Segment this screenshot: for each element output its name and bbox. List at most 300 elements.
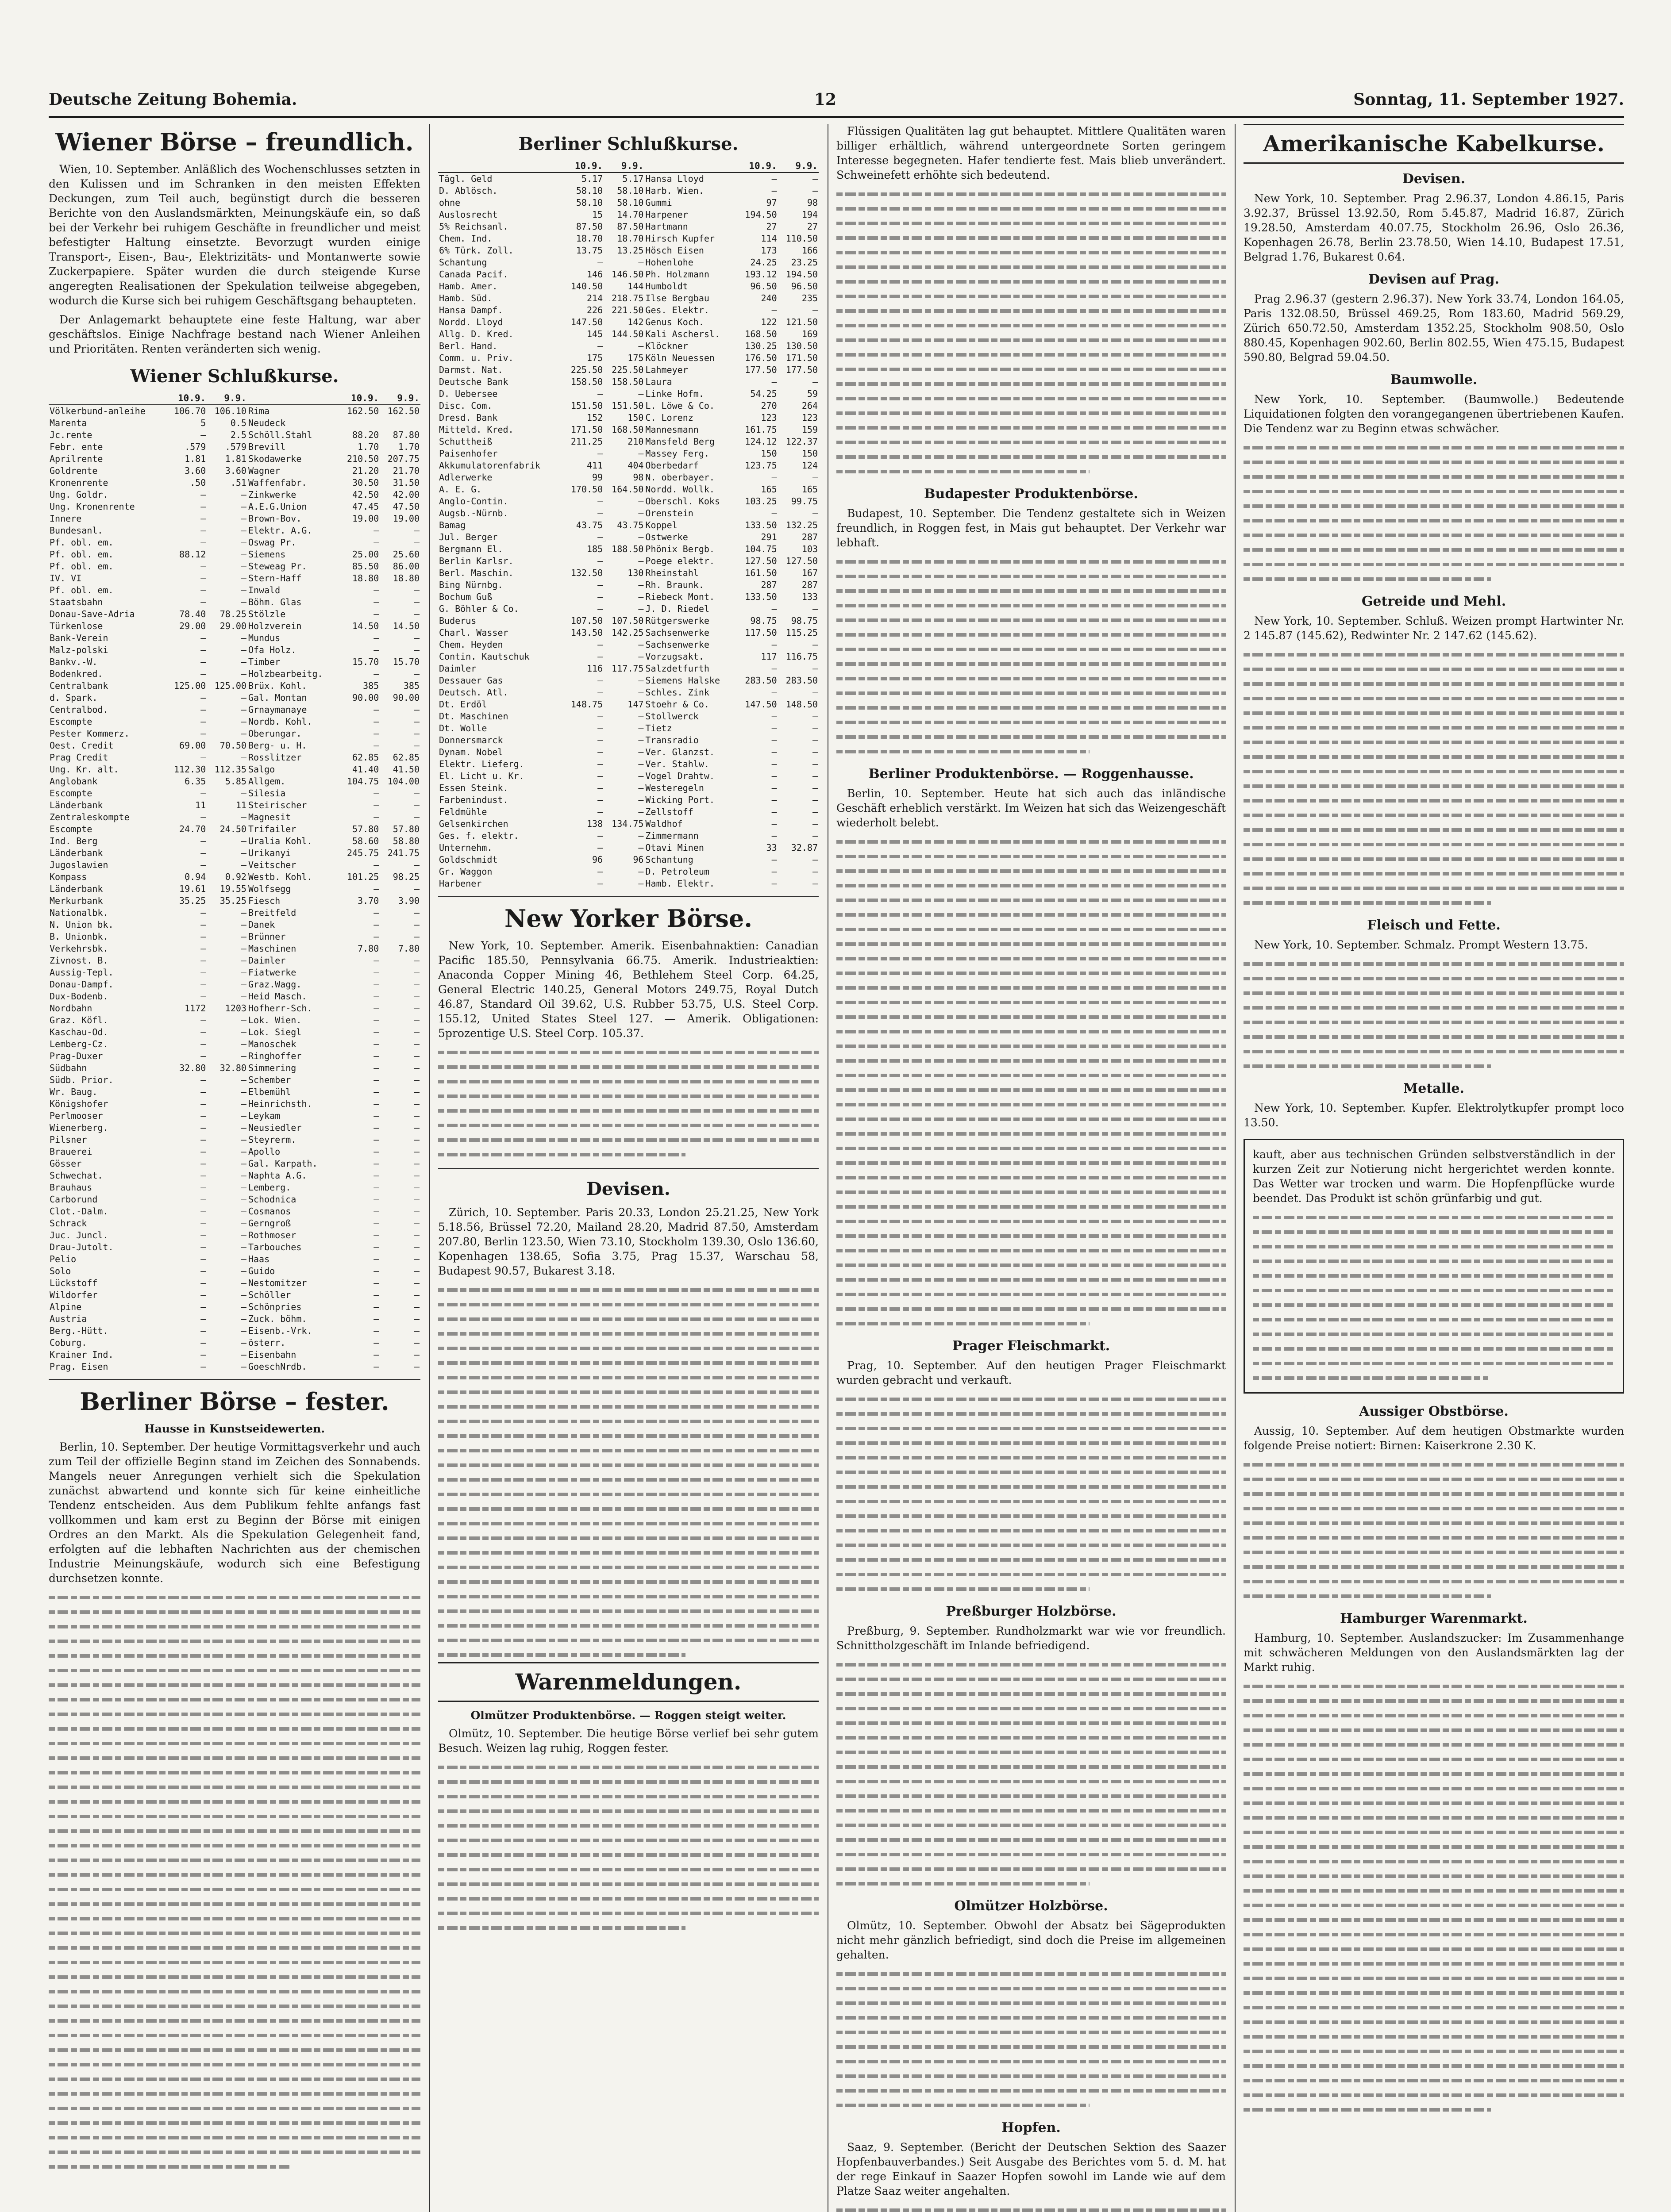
- table-cell: —: [812, 173, 818, 184]
- text-line: [1253, 1239, 1615, 1254]
- table-cell: —: [373, 1278, 379, 1288]
- table-cell: —: [812, 783, 818, 793]
- text-line: [836, 274, 1226, 289]
- meat-fats-title: Fleisch und Fette.: [1367, 918, 1501, 933]
- table-cell: —: [414, 645, 420, 655]
- table-cell: 125.00: [174, 680, 206, 691]
- table-cell: 122.37: [785, 436, 818, 447]
- text-line: [1244, 1927, 1624, 1942]
- table-cell: Mundus: [248, 633, 281, 643]
- table-cell: 1.70: [398, 442, 420, 452]
- table-row: [438, 292, 819, 304]
- table-cell: Austria: [50, 1313, 87, 1324]
- text-line: [49, 1911, 420, 1926]
- table-row: [49, 943, 420, 955]
- text-line: [1244, 1883, 1624, 1898]
- table-cell: —: [812, 376, 818, 387]
- table-cell: —: [241, 1182, 246, 1193]
- table-cell: Bodenkred.: [50, 668, 103, 679]
- table-cell: Wildorfer: [50, 1290, 98, 1300]
- table-cell: Rosslitzer: [248, 752, 302, 763]
- table-cell: —: [414, 1170, 420, 1181]
- table-cell: 159: [801, 424, 818, 435]
- table-cell: Manoschek: [248, 1039, 296, 1049]
- table-cell: 211.25: [570, 436, 603, 447]
- table-cell: Cosmanos: [248, 1206, 291, 1217]
- table-cell: —: [241, 728, 246, 739]
- page-number: 12: [814, 90, 836, 109]
- text-line: [1244, 1472, 1624, 1486]
- text-line: [836, 2054, 1226, 2069]
- text-line: [836, 1803, 1226, 1818]
- table-cell: 59: [807, 388, 818, 399]
- table-cell: —: [812, 735, 818, 745]
- table-cell: Pf. obl. em.: [50, 549, 114, 560]
- table-cell: 47.50: [393, 501, 420, 512]
- text-line: [438, 1877, 819, 1891]
- table-cell: —: [373, 1182, 379, 1193]
- table-row: [49, 477, 420, 489]
- table-cell: 121.50: [785, 317, 818, 327]
- table-cell: —: [241, 561, 246, 572]
- table-cell: 107.50: [570, 615, 603, 626]
- table-cell: 19.55: [219, 883, 246, 894]
- table-cell: Nationalbk.: [50, 907, 108, 918]
- table-cell: 385: [363, 680, 379, 691]
- text-line: [836, 1126, 1226, 1141]
- text-line: [1244, 764, 1624, 779]
- table-cell: Brauhaus: [50, 1182, 92, 1193]
- table-cell: Tietz: [645, 723, 672, 733]
- table-cell: 130.25: [745, 341, 777, 351]
- text-line: [836, 2098, 1226, 2112]
- table-cell: Wienerberg.: [50, 1122, 108, 1133]
- table-cell: Verkehrsbk.: [50, 943, 108, 954]
- table-cell: —: [771, 735, 777, 745]
- table-cell: 170.50: [570, 484, 603, 495]
- table-cell: 3.60: [225, 465, 246, 476]
- table-cell: —: [414, 1313, 420, 1324]
- table-cell: Steweag Pr.: [248, 561, 307, 572]
- table-cell: —: [414, 1278, 420, 1288]
- table-cell: 240: [761, 293, 777, 303]
- table-cell: —: [597, 341, 603, 351]
- text-line: [836, 1010, 1226, 1024]
- table-row: [49, 1325, 420, 1337]
- text-line: [49, 1867, 420, 1882]
- text-line: [1244, 484, 1624, 499]
- table-cell: 142: [628, 317, 644, 327]
- table-cell: 177.50: [785, 365, 818, 375]
- table-cell: Canada Pacif.: [439, 269, 508, 280]
- table-cell: —: [200, 1087, 206, 1097]
- table-row: [49, 1217, 420, 1229]
- table-cell: 24.25: [750, 257, 777, 268]
- table-cell: 57.80: [393, 824, 420, 834]
- text-line: [1244, 2029, 1624, 2044]
- column-american: [1244, 124, 1624, 2212]
- text-line: [49, 1897, 420, 1911]
- text-line: [836, 1436, 1226, 1450]
- text-line: [438, 1847, 819, 1862]
- table-cell: 173: [761, 245, 777, 256]
- text-line: [49, 1707, 420, 1721]
- table-cell: 25.60: [393, 549, 420, 560]
- table-cell: —: [771, 783, 777, 793]
- text-line: [836, 1272, 1226, 1287]
- foreign-exchange-report: Zürich, 10. September. Paris 20.33, London 25.21.25, New York 5.18.56, Brüssel 72.20, Mailand 28.20, Madrid 87.50, Amsterdam 207.80, Berlin 123.50, Wien 73.10, Stockholm 139.30, Oslo 136.60, Kopenhagen 138.65, Sofia 3.75, Prag 15.37, Warschau 58, Budapest 90.57, Bukarest 3.18.: [438, 1206, 819, 1277]
- table-row: [49, 584, 420, 596]
- table-cell: —: [373, 1134, 379, 1145]
- text-line: [49, 1721, 420, 1736]
- table-cell: Hansa Dampf.: [439, 305, 503, 315]
- table-cell: Kali Aschersl.: [645, 329, 720, 339]
- text-line: [438, 1443, 819, 1458]
- table-cell: 218.75: [612, 293, 644, 303]
- table-cell: —: [597, 771, 603, 781]
- text-line: [836, 1170, 1226, 1185]
- text-line: [438, 1760, 819, 1774]
- table-cell: Phönix Bergb.: [645, 544, 715, 554]
- table-row: [49, 895, 420, 907]
- text-line: [438, 1118, 819, 1133]
- table-row: [49, 1110, 420, 1122]
- text-line: [836, 303, 1226, 318]
- table-row: [438, 269, 819, 280]
- table-cell: —: [771, 806, 777, 817]
- table-cell: Steyrerm.: [248, 1134, 296, 1145]
- text-line: [836, 2039, 1226, 2054]
- table-cell: Darmst. Nat.: [439, 365, 503, 375]
- table-cell: Ges. f. elektr.: [439, 830, 519, 841]
- table-cell: —: [200, 1325, 206, 1336]
- text-line: [836, 449, 1226, 464]
- table-cell: Ind. Berg: [50, 836, 98, 846]
- table-cell: 117: [761, 651, 777, 662]
- table-cell: —: [200, 657, 206, 667]
- table-cell: Gummi: [645, 197, 672, 208]
- table-cell: —: [414, 979, 420, 990]
- table-cell: —: [597, 603, 603, 614]
- table-cell: Siemens: [248, 549, 286, 560]
- text-line: [836, 1701, 1226, 1716]
- table-cell: —: [241, 537, 246, 548]
- text-line: [836, 1199, 1226, 1214]
- table-row: [438, 257, 819, 269]
- table-cell: Naphta A.G.: [248, 1170, 307, 1181]
- table-row: [438, 233, 819, 245]
- table-cell: —: [414, 1266, 420, 1276]
- table-cell: 58.10: [617, 185, 644, 196]
- table-cell: 32.80: [179, 1063, 206, 1073]
- table-cell: 6.35: [185, 776, 206, 787]
- table-cell: Deutsche Bank: [439, 376, 508, 387]
- table-cell: Lok. Wien.: [248, 1015, 302, 1025]
- table-cell: Fiatwerke: [248, 967, 296, 978]
- text-line: [438, 1804, 819, 1818]
- table-cell: 41.40: [352, 764, 379, 775]
- table-cell: Ringhoffer: [248, 1051, 302, 1061]
- table-row: [438, 197, 819, 209]
- table-cell: Farbenindust.: [439, 795, 508, 805]
- table-cell: —: [241, 1313, 246, 1324]
- hamburg-goods-report: Hamburg, 10. September. Auslandszucker: Im Zusammenhange mit schwächeren Meldungen von den Auslandsmärkten lag der Markt ruhig.: [1244, 1632, 1624, 1674]
- table-cell: —: [241, 1039, 246, 1049]
- text-line: [1244, 2044, 1624, 2058]
- table-cell: Poege elektr.: [645, 556, 715, 566]
- table-cell: 287: [801, 580, 818, 590]
- table-cell: Schuttheiß: [439, 436, 493, 447]
- table-cell: Nordb. Kohl.: [248, 716, 312, 727]
- table-cell: —: [414, 1361, 420, 1372]
- column-markets: [836, 124, 1226, 2212]
- table-cell: —: [373, 931, 379, 942]
- text-line: [836, 1112, 1226, 1126]
- commodity-news-title: Warenmeldungen.: [438, 1662, 819, 1702]
- table-cell: Mitteld. Kred.: [439, 424, 514, 435]
- table-cell: Ges. Elektr.: [645, 305, 709, 315]
- text-line: [836, 260, 1226, 274]
- table-cell: —: [373, 1325, 379, 1336]
- text-line: [836, 1745, 1226, 1759]
- table-cell: —: [241, 489, 246, 500]
- table-cell: —: [241, 1266, 246, 1276]
- table-cell: 101.25: [347, 872, 379, 882]
- table-cell: —: [414, 1075, 420, 1085]
- text-line: [836, 951, 1226, 966]
- table-cell: Hösch Eisen: [645, 245, 704, 256]
- prague-meat-title: Prager Fleischmarkt.: [952, 1338, 1110, 1354]
- table-cell: —: [373, 1230, 379, 1240]
- table-cell: Graz.Wagg.: [248, 979, 302, 990]
- table-row: [49, 1170, 420, 1182]
- table-cell: —: [241, 633, 246, 643]
- table-row: [49, 489, 420, 501]
- table-row: [49, 1062, 420, 1074]
- table-cell: Rütgerswerke: [645, 615, 709, 626]
- text-line: [1244, 866, 1624, 881]
- table-cell: —: [200, 1027, 206, 1037]
- table-cell: —: [771, 854, 777, 865]
- divider: [49, 1379, 420, 1380]
- table-cell: L. Löwe & Co.: [645, 400, 715, 411]
- text-line: [438, 1060, 819, 1074]
- table-cell: —: [638, 508, 644, 518]
- table-row: [49, 405, 420, 417]
- table-cell: Schember: [248, 1075, 291, 1085]
- table-cell: —: [241, 1278, 246, 1288]
- text-line: [438, 1147, 819, 1162]
- table-row: [49, 883, 420, 895]
- table-cell: Pester Kommerz.: [50, 728, 130, 739]
- table-cell: 241.75: [387, 848, 420, 858]
- text-line: [49, 2043, 420, 2057]
- boxed-notice-text: kauft, aber aus technischen Gründen selbstverständlich in der kurzen Zeit zur Notierung nicht hergerichtet werden konnte. Das Wetter war trocken und warm. Die Hopfenpflücke wurde beendet. Das Produkt ist schön grünfarbig und gut.: [1253, 1148, 1615, 1205]
- table-cell: —: [241, 1230, 246, 1240]
- text-line: [1244, 808, 1624, 822]
- table-row: [438, 519, 819, 531]
- text-line: [1244, 1486, 1624, 1501]
- table-row: [49, 1194, 420, 1206]
- table-cell: .579: [185, 442, 206, 452]
- table-cell: Dessauer Gas: [439, 675, 503, 686]
- text-line: [836, 1567, 1226, 1582]
- table-cell: —: [241, 1194, 246, 1205]
- table-cell: Donau-Dampf.: [50, 979, 114, 990]
- text-line: [836, 1406, 1226, 1421]
- table-row: [438, 412, 819, 424]
- text-line: [438, 1516, 819, 1531]
- text-line: [836, 1759, 1226, 1774]
- table-cell: Anglo-Contin.: [439, 496, 508, 507]
- text-line: [1244, 1854, 1624, 1869]
- table-cell: Skodawerke: [248, 453, 302, 464]
- table-cell: Hirsch Kupfer: [645, 233, 715, 244]
- table-cell: 152: [586, 412, 603, 423]
- table-cell: —: [200, 668, 206, 679]
- table-cell: Jc.rente: [50, 430, 92, 440]
- text-line: [1244, 1723, 1624, 1737]
- table-cell: —: [373, 800, 379, 810]
- table-row: [49, 991, 420, 1002]
- text-line: [1253, 1268, 1615, 1283]
- table-cell: —: [771, 185, 777, 196]
- table-cell: Schwechat.: [50, 1170, 103, 1181]
- table-cell: Veitscher: [248, 860, 296, 870]
- table-row: [49, 1289, 420, 1301]
- table-cell: —: [200, 979, 206, 990]
- table-cell: —: [638, 651, 644, 662]
- table-cell: —: [241, 549, 246, 560]
- table-row: [438, 770, 819, 782]
- table-cell: Alpine: [50, 1302, 82, 1312]
- table-cell: 88.12: [179, 549, 206, 560]
- table-cell: Elbemühl: [248, 1087, 291, 1097]
- text-line: [836, 1686, 1226, 1701]
- text-line: [1244, 793, 1624, 808]
- table-cell: 134.75: [612, 818, 644, 829]
- table-cell: —: [771, 305, 777, 315]
- table-row: [49, 1277, 420, 1289]
- table-cell: Comm. u. Priv.: [439, 353, 514, 363]
- table-row: [49, 1337, 420, 1349]
- text-line: [49, 1882, 420, 1897]
- table-cell: —: [200, 597, 206, 607]
- table-cell: 98.25: [393, 872, 420, 882]
- table-row: [438, 854, 819, 866]
- table-cell: 145: [586, 329, 603, 339]
- text-line: [1244, 499, 1624, 513]
- table-cell: Escompte: [50, 788, 92, 799]
- table-cell: —: [638, 388, 644, 399]
- table-cell: Kaschau-Od.: [50, 1027, 108, 1037]
- table-cell: 165: [801, 484, 818, 495]
- table-cell: —: [414, 1039, 420, 1049]
- text-line: [1244, 676, 1624, 691]
- table-cell: —: [373, 704, 379, 715]
- text-line: [1244, 1942, 1624, 1956]
- text-line: [1244, 2073, 1624, 2088]
- table-cell: 148.75: [570, 699, 603, 710]
- table-cell: 98: [807, 197, 818, 208]
- table-cell: —: [414, 800, 420, 810]
- table-row: [49, 1361, 420, 1373]
- text-line: [1244, 1767, 1624, 1781]
- table-row: [438, 185, 819, 197]
- text-line: [1253, 1371, 1615, 1385]
- prague-meat-report: Prag, 10. September. Auf den heutigen Prager Fleischmarkt wurden gebracht und verkauft.: [836, 1359, 1226, 1386]
- table-cell: Bank-Verein: [50, 633, 108, 643]
- table-cell: 144.50: [612, 329, 644, 339]
- text-line: [49, 1590, 420, 1605]
- table-cell: Solo: [50, 1266, 71, 1276]
- table-row: [49, 1134, 420, 1146]
- table-cell: 1.81: [225, 453, 246, 464]
- text-line: [438, 1429, 819, 1443]
- table-cell: Centralbod.: [50, 704, 108, 715]
- text-line: [438, 1789, 819, 1804]
- text-line: [836, 966, 1226, 980]
- table-row: [438, 316, 819, 328]
- table-cell: —: [373, 1242, 379, 1252]
- table-cell: —: [638, 341, 644, 351]
- table-row: [49, 561, 420, 572]
- table-cell: —: [241, 812, 246, 822]
- text-line: [836, 1657, 1226, 1672]
- table-cell: 115.25: [785, 627, 818, 638]
- table-cell: 5.17: [581, 173, 603, 184]
- table-row: [49, 1122, 420, 1134]
- table-cell: —: [241, 907, 246, 918]
- table-cell: —: [373, 1063, 379, 1073]
- table-cell: —: [812, 854, 818, 865]
- text-line: [49, 1794, 420, 1809]
- table-cell: —: [373, 1218, 379, 1229]
- table-cell: 161.75: [745, 424, 777, 435]
- table-cell: —: [200, 860, 206, 870]
- table-cell: 99: [592, 472, 603, 483]
- text-line: [836, 878, 1226, 893]
- table-row: [49, 752, 420, 764]
- table-cell: —: [200, 1098, 206, 1109]
- table-cell: C. Lorenz: [645, 412, 693, 423]
- table-cell: Nordbahn: [50, 1003, 92, 1014]
- table-cell: 30.50: [352, 477, 379, 488]
- text-line: [1244, 1912, 1624, 1927]
- table-cell: —: [241, 573, 246, 584]
- table-cell: —: [241, 788, 246, 799]
- table-cell: —: [200, 430, 206, 440]
- table-cell: 43.75: [576, 520, 603, 530]
- table-cell: Buderus: [439, 615, 477, 626]
- table-cell: D. Uebersee: [439, 388, 498, 399]
- table-cell: —: [638, 532, 644, 542]
- text-line: [49, 1838, 420, 1853]
- table-cell: —: [414, 1242, 420, 1252]
- table-cell: —: [241, 704, 246, 715]
- text-line: [836, 1862, 1226, 1876]
- table-cell: 98: [633, 472, 644, 483]
- table-cell: 106.10: [214, 406, 246, 416]
- table-cell: 96: [633, 854, 644, 865]
- table-cell: 96: [592, 854, 603, 865]
- table-cell: —: [373, 1015, 379, 1025]
- berlin-exchange-subtitle: Hausse in Kunstseidewerten.: [144, 1422, 325, 1435]
- table-cell: Schöll.Stahl: [248, 430, 312, 440]
- table-cell: —: [200, 1122, 206, 1133]
- table-cell: Drau-Jutolt.: [50, 1242, 114, 1252]
- table-cell: 162.50: [387, 406, 420, 416]
